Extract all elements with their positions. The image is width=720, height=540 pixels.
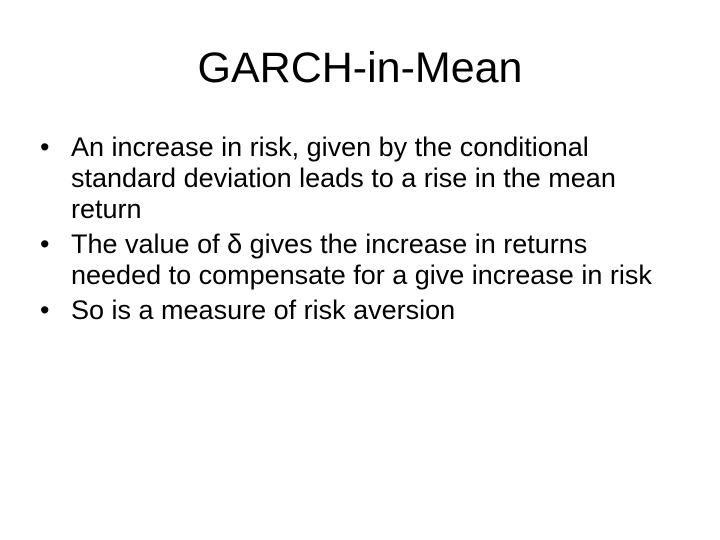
bullet-text: So is a measure of risk aversion: [71, 295, 456, 325]
bullet-item: [40, 295, 680, 326]
bullet-list: [40, 132, 680, 330]
bullet-text: An increase in risk, given by the conditional standard deviation leads to a rise in the mean return: [71, 132, 616, 224]
bullet-text: The value of δ gives the increase in returns needed to compensate for a give increase in risk: [71, 229, 652, 290]
bullet-marker: •: [40, 229, 50, 259]
bullet-item: [40, 132, 680, 225]
bullet-marker: •: [40, 295, 50, 325]
slide-title: GARCH-in-Mean: [197, 44, 523, 92]
bullet-marker: •: [40, 132, 50, 162]
bullet-item: [40, 229, 680, 291]
